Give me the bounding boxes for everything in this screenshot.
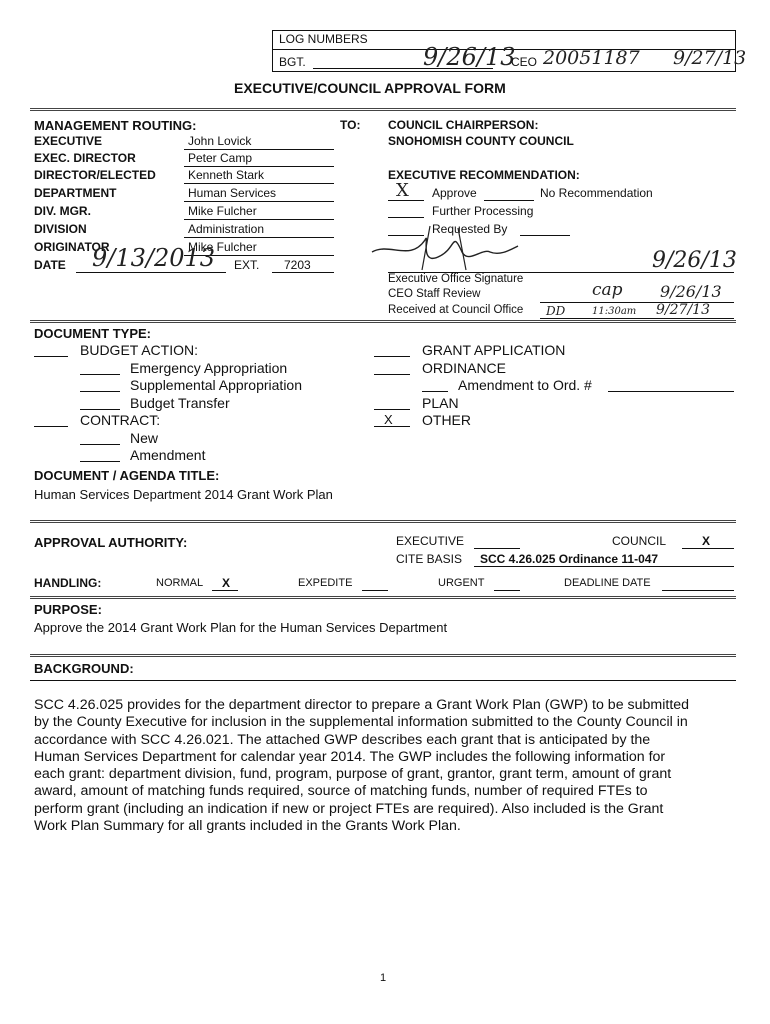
routing-label: DIRECTOR/ELECTED <box>34 168 156 182</box>
further-processing-option: Further Processing <box>432 204 534 218</box>
urgent-option: URGENT <box>438 577 485 589</box>
background-line: perform grant (including an indication if new or project FTEs are required). Also included is the Grant <box>34 800 664 817</box>
cite-basis-value: SCC 4.26.025 Ordinance 11-047 <box>480 552 659 566</box>
plan-option: PLAN <box>422 395 459 411</box>
extra-handwritten: 9/27/13 <box>673 47 747 69</box>
emergency-option: Emergency Appropriation <box>130 360 288 376</box>
routing-label: DIVISION <box>34 222 87 236</box>
approval-heading: APPROVAL AUTHORITY: <box>34 535 188 550</box>
received-time: 11:30am <box>592 306 637 317</box>
date-handwritten: 9/13/2013 <box>92 244 216 272</box>
background-line: Human Services Department for calendar year 2014. The GWP includes the following information for <box>34 748 666 765</box>
doc-type-heading: DOCUMENT TYPE: <box>34 326 151 341</box>
council-mark: X <box>702 534 711 548</box>
grant-application-option: GRANT APPLICATION <box>422 342 566 358</box>
form-title: EXECUTIVE/COUNCIL APPROVAL FORM <box>234 80 506 96</box>
background-heading: BACKGROUND: <box>34 661 134 676</box>
background-text <box>34 697 689 835</box>
ceo-handwritten: 20051187 <box>543 47 640 69</box>
received-initials: DD <box>546 304 566 318</box>
to-label: TO: <box>340 118 361 132</box>
background-line: SCC 4.26.025 provides for the department director to prepare a Grant Work Plan (GWP) to be submitted <box>34 697 690 713</box>
cite-basis-label: CITE BASIS <box>396 552 463 566</box>
routing-value: Administration <box>188 222 265 236</box>
new-option: New <box>130 430 159 446</box>
page-number: 1 <box>380 972 387 984</box>
log-numbers-box <box>272 30 747 72</box>
routing-label: DIV. MGR. <box>34 204 91 218</box>
log-numbers-title: LOG NUMBERS <box>279 32 368 46</box>
date-label: DATE <box>34 258 66 272</box>
bgt-label: BGT. <box>279 55 306 69</box>
budget-action-label: BUDGET ACTION: <box>80 342 198 358</box>
background-line: accordance with SCC 4.26.021. The attached GWP describes each grant that is anticipated by the <box>34 731 651 748</box>
transfer-option: Budget Transfer <box>130 395 230 411</box>
exec-sig-label: Executive Office Signature <box>388 273 524 285</box>
amend-ord-option: Amendment to Ord. # <box>458 377 592 393</box>
approve-mark: X <box>396 180 409 201</box>
background-line: each grant: department division, fund, program, purpose of grant, grantor, grant term, amount of grant <box>34 766 672 783</box>
normal-mark: X <box>222 576 231 590</box>
routing-label: EXEC. DIRECTOR <box>34 151 136 165</box>
purpose-text: Approve the 2014 Grant Work Plan for the Human Services Department <box>34 620 448 635</box>
background-line: by the County Executive for inclusion in the supplemental information submitted to the County Council in <box>34 714 688 731</box>
other-option: OTHER <box>422 412 471 428</box>
routing-value: Mike Fulcher <box>188 240 257 254</box>
exec-sig-date: 9/26/13 <box>652 248 737 273</box>
council-name: SNOHOMISH COUNTY COUNCIL <box>388 134 574 148</box>
background-line: award, amount of matching funds required, source of matching funds, number of required FTEs to <box>34 783 648 800</box>
amendment-option: Amendment <box>130 447 206 463</box>
ceo-label: CEO <box>511 55 538 69</box>
normal-option: NORMAL <box>156 577 204 589</box>
deadline-option: DEADLINE DATE <box>564 577 651 589</box>
council-authority: COUNCIL <box>612 534 667 548</box>
supplemental-option: Supplemental Appropriation <box>130 377 303 393</box>
agenda-heading: DOCUMENT / AGENDA TITLE: <box>34 468 220 483</box>
ceo-staff-label: CEO Staff Review <box>388 288 481 300</box>
received-date: 9/27/13 <box>656 302 710 318</box>
routing-label: EXECUTIVE <box>34 134 103 148</box>
routing-value: Mike Fulcher <box>188 204 257 218</box>
other-mark: X <box>384 412 393 427</box>
background-line: Work Plan Summary for all grants included in the Grants Work Plan. <box>34 818 461 835</box>
routing-value: Peter Camp <box>188 151 253 165</box>
routing-value: John Lovick <box>188 134 252 148</box>
ext-label: EXT. <box>234 258 260 272</box>
routing-label: DEPARTMENT <box>34 186 117 200</box>
purpose-heading: PURPOSE: <box>34 602 102 617</box>
routing-value: Human Services <box>188 186 277 200</box>
expedite-option: EXPEDITE <box>298 577 353 589</box>
contract-label: CONTRACT: <box>80 412 161 428</box>
agenda-title: Human Services Department 2014 Grant Work Plan <box>34 487 333 502</box>
exec-rec-heading: EXECUTIVE RECOMMENDATION: <box>388 168 580 182</box>
executive-authority: EXECUTIVE <box>396 534 465 548</box>
council-chair-label: COUNCIL CHAIRPERSON: <box>388 118 539 132</box>
approve-option: Approve <box>432 186 477 200</box>
handling-label: HANDLING: <box>34 576 102 590</box>
routing-value: Kenneth Stark <box>188 168 265 182</box>
ordinance-option: ORDINANCE <box>422 360 507 376</box>
bgt-handwritten: 9/26/13 <box>423 43 516 71</box>
requested-by-label: Requested By <box>432 222 508 236</box>
executive-signature <box>370 222 520 274</box>
ext-value: 7203 <box>284 258 311 272</box>
ceo-staff-date: 9/26/13 <box>660 282 722 301</box>
ceo-staff-initials: cap <box>592 280 623 300</box>
received-label: Received at Council Office <box>388 304 524 316</box>
routing-label: ORIGINATOR <box>34 240 110 254</box>
routing-heading: MANAGEMENT ROUTING: <box>34 118 197 133</box>
no-recommendation-option: No Recommendation <box>540 186 653 200</box>
